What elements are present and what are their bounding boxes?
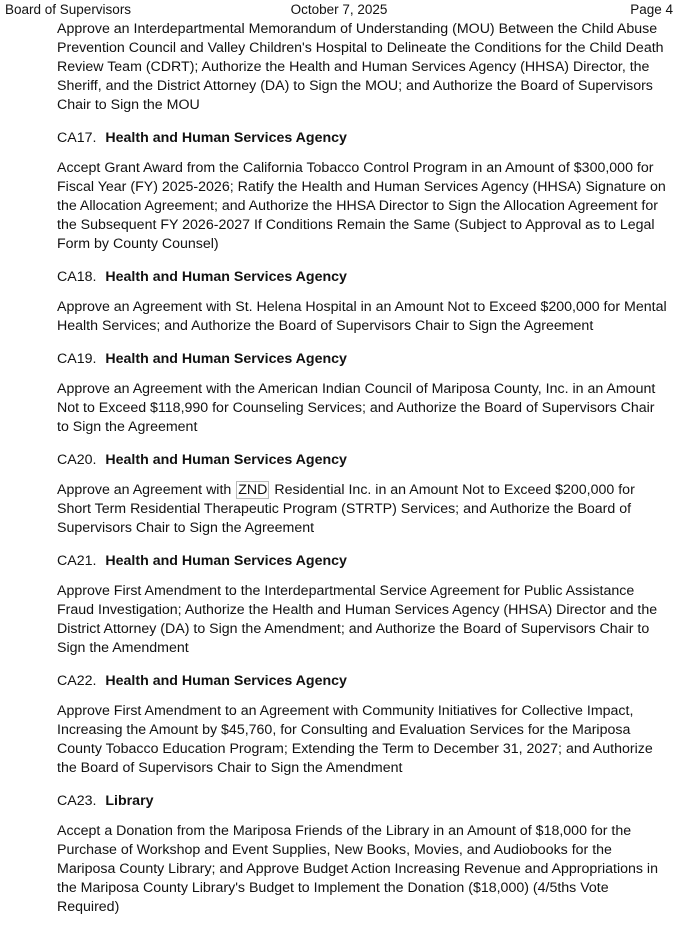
item-heading <box>57 552 667 571</box>
item-heading <box>57 129 667 148</box>
agenda-item-ca17 <box>57 129 667 254</box>
agenda-item-ca22 <box>57 672 667 778</box>
header-meeting-date: October 7, 2025 <box>290 2 388 17</box>
item-description-part: Residential Inc. in an Amount Not to Exceed $200,000 for Short Term Residential Therapeutic Program (STRTP) Services; and Authorize the Board of Supervisors Chair to Sign the Agreement <box>57 482 635 536</box>
agenda-item-ca23 <box>57 792 667 917</box>
header-page-number: Page 4 <box>630 2 673 17</box>
agenda-item-ca18 <box>57 268 667 336</box>
agenda-content <box>57 20 667 931</box>
item-number: CA19. <box>57 351 97 367</box>
item-description <box>57 481 667 538</box>
item-heading <box>57 268 667 287</box>
agenda-item-ca19 <box>57 350 667 437</box>
item-description: Approve an Agreement with St. Helena Hospital in an Amount Not to Exceed $200,000 for Mental Health Services; and Authorize the Board of Supervisors Chair to Sign the Agreement <box>57 299 667 334</box>
item-number: CA22. <box>57 673 97 689</box>
item-heading <box>57 451 667 470</box>
item-number: CA23. <box>57 793 97 809</box>
item-number: CA18. <box>57 269 97 285</box>
item-department: Health and Human Services Agency <box>105 130 347 146</box>
item-description-part: Approve an Agreement with <box>57 482 236 498</box>
item-number: CA17. <box>57 130 97 146</box>
item-description: Approve First Amendment to an Agreement with Community Initiatives for Collective Impact, Increasing the Amount by $45,760, for Consulting and Evaluation Services for the Mariposa County Tobacco Education Program; Extending the Term to December 31, 2027; and Authorize the Board of Supervisors Chair to Sign the Amendment <box>57 703 653 776</box>
item-description: Approve an Agreement with the American Indian Council of Mariposa County, Inc. in an Amount Not to Exceed $118,990 for Counseling Services; and Authorize the Board of Supervisors Chair to Sign the Agreement <box>57 381 656 435</box>
item-department: Health and Human Services Agency <box>105 452 347 468</box>
item-department: Library <box>105 793 154 809</box>
item-department: Health and Human Services Agency <box>105 269 347 285</box>
item-number: CA20. <box>57 452 97 468</box>
item-description: Accept a Donation from the Mariposa Friends of the Library in an Amount of $18,000 for the Purchase of Workshop and Event Supplies, New Books, Movies, and Audiobooks for the Mariposa County Library; and Approve Budget Action Increasing Revenue and Appropriations in the Mariposa County Library's Budget to Implement the Donation ($18,000) (4/5ths Vote Required) <box>57 823 658 915</box>
agenda-item-ca20 <box>57 451 667 538</box>
item-department: Health and Human Services Agency <box>105 351 347 367</box>
header-body-name: Board of Supervisors <box>5 2 132 17</box>
item-description: Accept Grant Award from the California Tobacco Control Program in an Amount of $300,000 for Fiscal Year (FY) 2025-2026; Ratify the Health and Human Services Agency (HHSA) Signature on the Allocation Agreement; and Authorize the HHSA Director to Sign the Allocation Agreement for the Subsequent FY 2026-2027 If Conditions Remain the Same (Subject to Approval as to Legal Form by County Counsel) <box>57 160 666 252</box>
item-department: Health and Human Services Agency <box>105 673 347 689</box>
item-heading <box>57 672 667 691</box>
agenda-item-ca21 <box>57 552 667 658</box>
page-header <box>5 1 673 19</box>
highlighted-term: ZND <box>238 482 268 498</box>
item-department: Health and Human Services Agency <box>105 553 347 569</box>
item-heading <box>57 792 667 811</box>
item-heading <box>57 350 667 369</box>
item-description-lead: Approve an Interdepartmental Memorandum of Understanding (MOU) Between the Child Abuse Prevention Council and Valley Children's Hospital to Delineate the Conditions for the Child Death Review Team (CDRT); Authorize the Health and Human Services Agency (HHSA) Director, the Sheriff, and the District Attorney (DA) to Sign the MOU; and Authorize the Board of Supervisors Chair to Sign the MOU <box>57 21 664 113</box>
item-description: Approve First Amendment to the Interdepartmental Service Agreement for Public Assistance Fraud Investigation; Authorize the Health and Human Services Agency (HHSA) Director and the District Attorney (DA) to Sign the Amendment; and Authorize the Board of Supervisors Chair to Sign the Amendment <box>57 583 658 656</box>
item-number: CA21. <box>57 553 97 569</box>
